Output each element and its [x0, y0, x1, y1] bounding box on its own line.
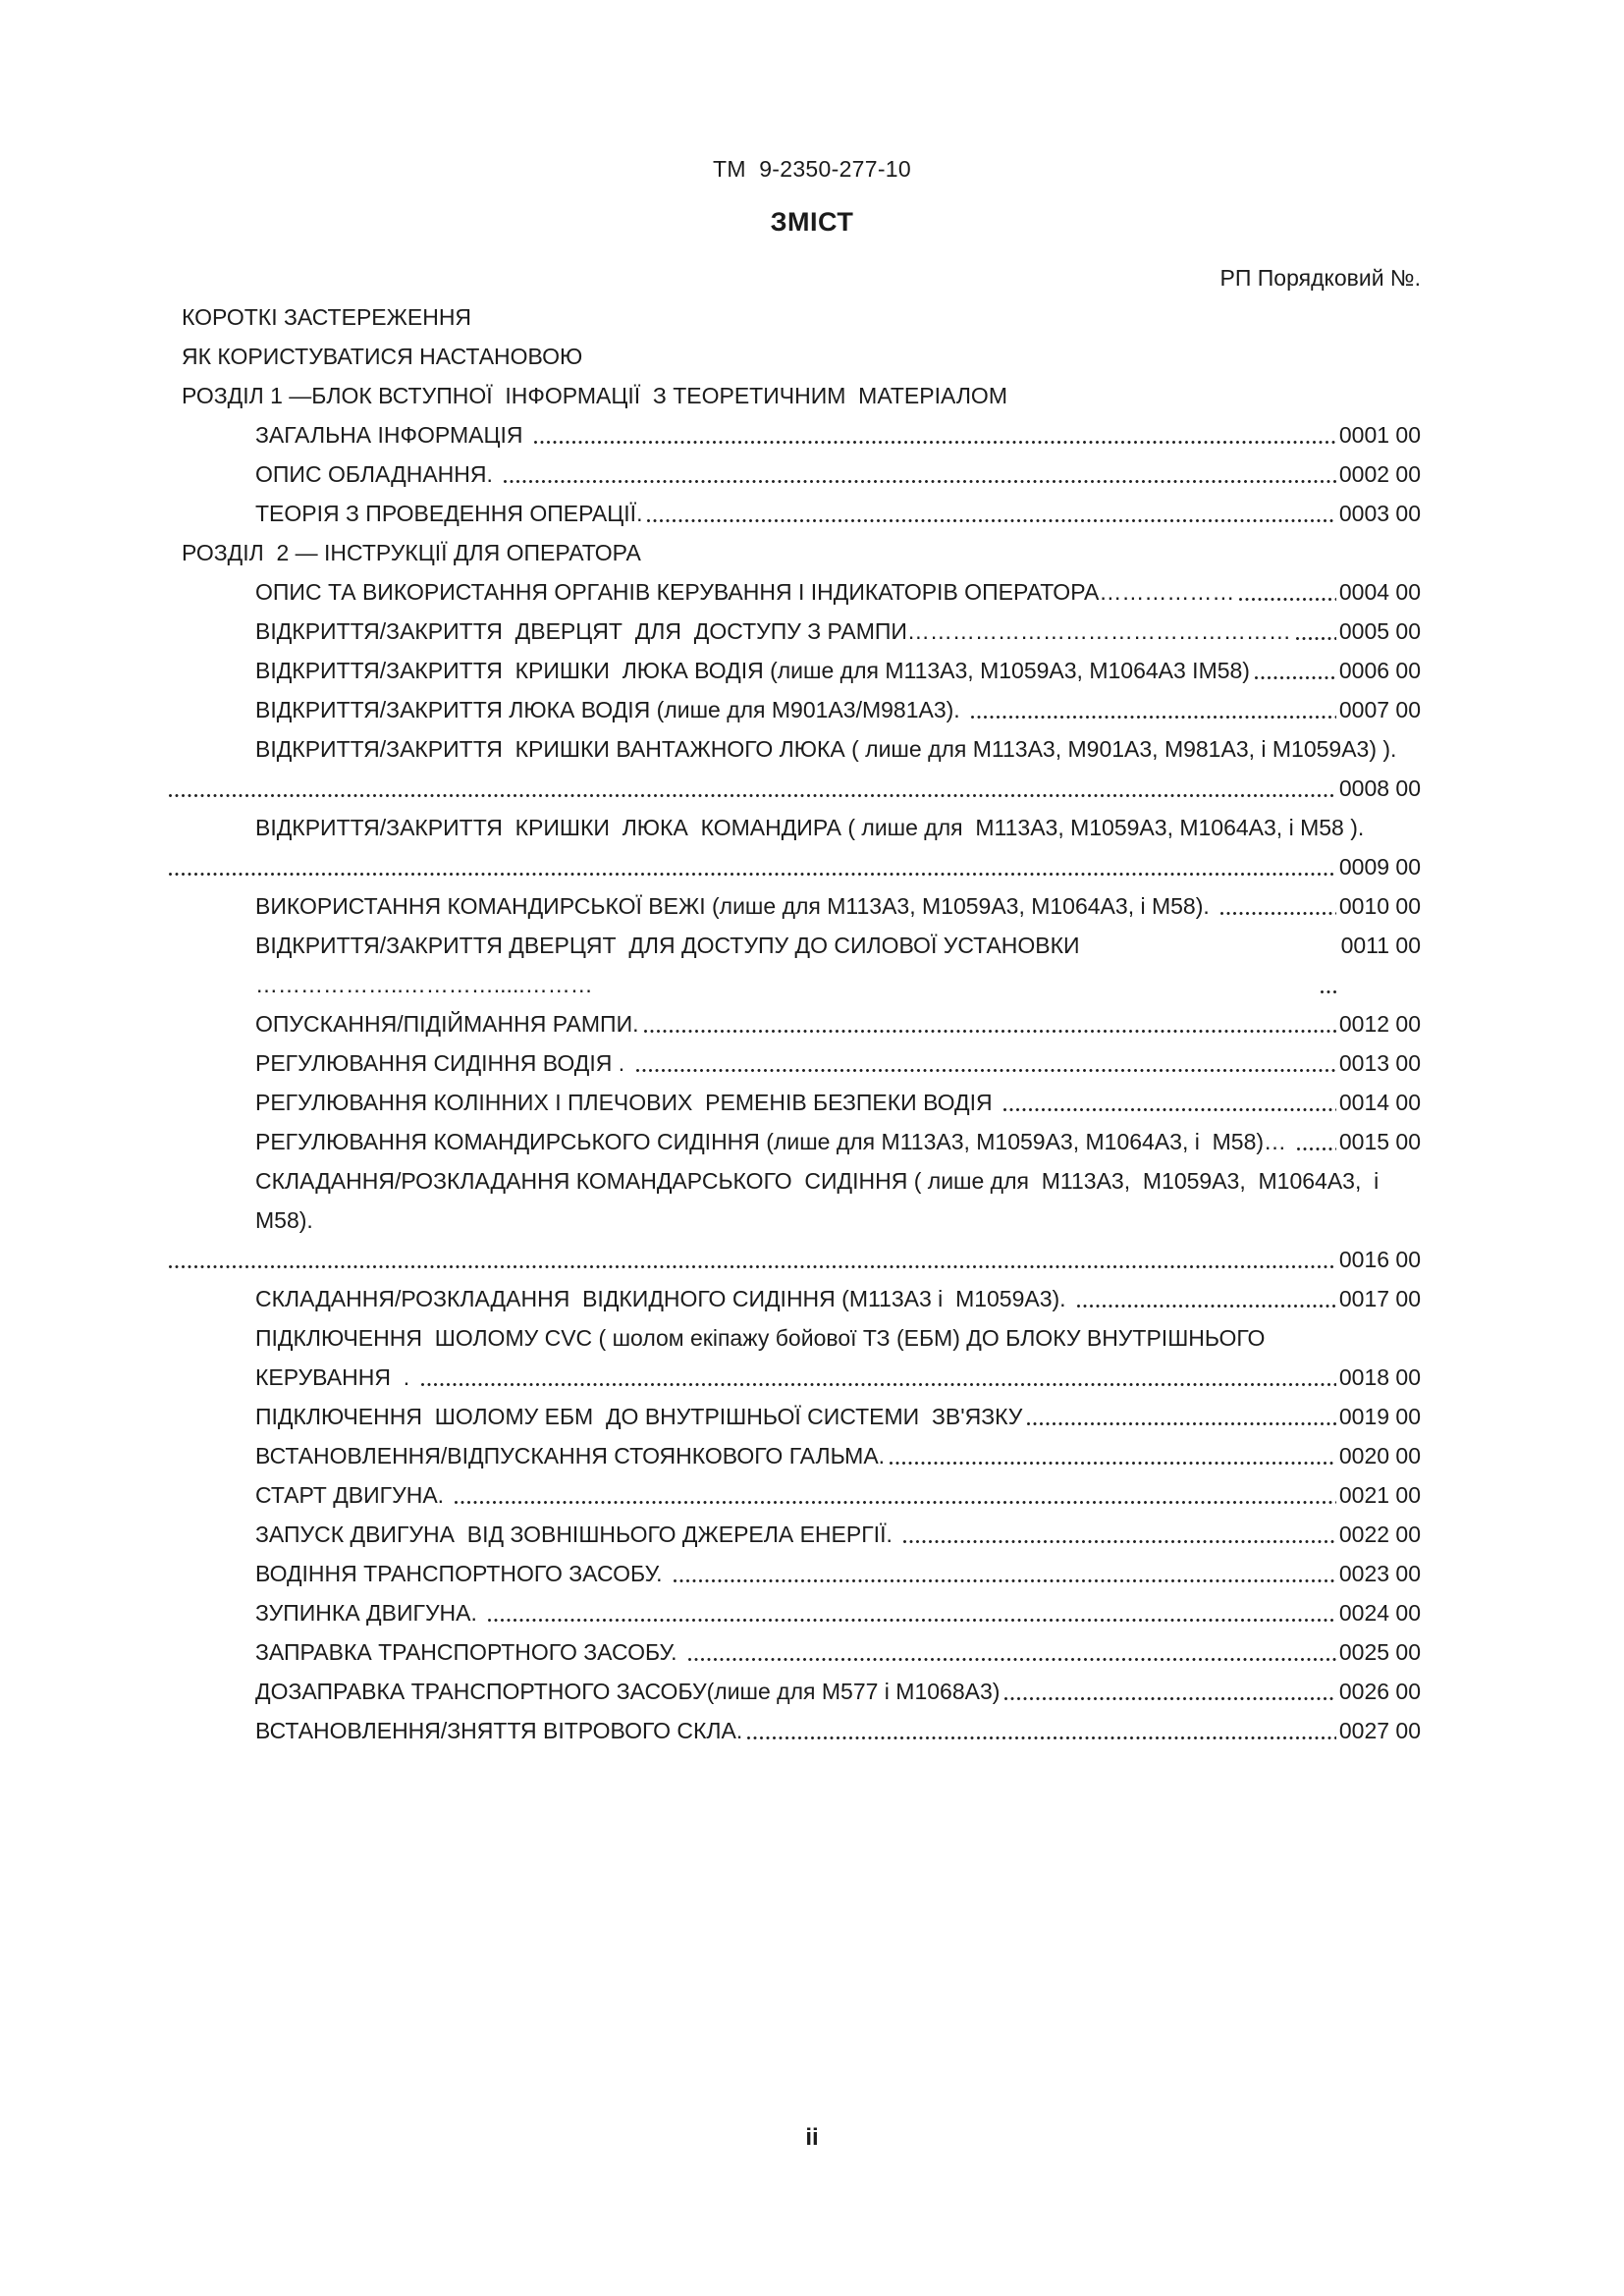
dot-leader	[647, 519, 1335, 522]
dot-leader	[636, 1069, 1336, 1072]
toc-section-heading	[182, 337, 1421, 376]
toc-entry-page: 0002 00	[1338, 461, 1421, 487]
toc-entry-continuation	[164, 1240, 1421, 1279]
dot-leader	[534, 441, 1336, 444]
dot-leader	[903, 1540, 1336, 1543]
dot-leader	[169, 873, 1336, 876]
toc-entry-title: РЕГУЛЮВАННЯ СИДІННЯ ВОДІЯ .	[255, 1050, 631, 1076]
toc-entry-page: 0016 00	[1338, 1247, 1421, 1272]
dot-leader	[971, 716, 1336, 719]
toc-entry	[255, 1593, 1421, 1632]
toc-entry-page: 0015 00	[1338, 1129, 1421, 1154]
toc-entry-page: 0003 00	[1338, 501, 1421, 526]
toc-entry-title: ЗАГАЛЬНА ІНФОРМАЦІЯ	[255, 422, 529, 448]
toc-entry-continuation	[255, 1358, 1421, 1397]
toc-entry-title: ВІДКРИТТЯ/ЗАКРИТТЯ ЛЮКА ВОДІЯ (лише для М901А3/М981А3).	[255, 697, 967, 722]
toc-entry-page: 0018 00	[1338, 1364, 1421, 1390]
toc-entry-title: ВИКОРИСТАННЯ КОМАНДИРСЬКОЇ ВЕЖІ (лише для М113А3, М1059А3, М1064А3, і М58).	[255, 893, 1217, 919]
toc-entry-title: ВІДКРИТТЯ/ЗАКРИТТЯ КРИШКИ ЛЮКА ВОДІЯ (лише для М113А3, М1059А3, М1064А3 ІМ58)	[255, 658, 1250, 683]
toc-entry	[255, 1711, 1421, 1750]
dot-leader	[1027, 1422, 1335, 1425]
toc-entry-title: ВСТАНОВЛЕННЯ/ЗНЯТТЯ ВІТРОВОГО СКЛА.	[255, 1718, 743, 1743]
toc-entry-title: СКЛАДАННЯ/РОЗКЛАДАННЯ КОМАНДАРСЬКОГО СИДІННЯ ( лише для М113А3, М1059А3, М1064А3, і М58).	[255, 1168, 1385, 1233]
toc-entry-page: 0025 00	[1338, 1639, 1421, 1665]
dot-leader	[1255, 676, 1336, 679]
toc-entry-page: 0023 00	[1338, 1561, 1421, 1586]
dot-leader	[1297, 1148, 1335, 1150]
toc-entry-title: ВСТАНОВЛЕННЯ/ВІДПУСКАННЯ СТОЯНКОВОГО ГАЛЬМА.	[255, 1443, 886, 1468]
toc-entry-page: 0013 00	[1338, 1050, 1421, 1076]
footer-page-number: ii	[805, 2124, 819, 2151]
toc-entry-page: 0001 00	[1338, 422, 1421, 448]
toc-entry	[255, 612, 1421, 651]
dot-leader	[421, 1383, 1336, 1386]
toc-entry-page: 0008 00	[1338, 775, 1421, 801]
toc-entry-title: ПІДКЛЮЧЕННЯ ШОЛОМУ ЕБМ ДО ВНУТРІШНЬОЇ СИСТЕМИ ЗВ'ЯЗКУ	[255, 1404, 1023, 1429]
toc-entry	[255, 1632, 1421, 1672]
toc-entry	[255, 651, 1421, 690]
toc-entry-title: ЯК КОРИСТУВАТИСЯ НАСТАНОВОЮ	[182, 344, 583, 369]
toc-entry	[255, 729, 1421, 769]
toc-entry	[255, 1515, 1421, 1554]
toc-entry-title: ОПИС ТА ВИКОРИСТАННЯ ОРГАНІВ КЕРУВАННЯ І ІНДИКАТОРІВ ОПЕРАТОРА………………	[255, 579, 1235, 605]
toc-entry-title: ПІДКЛЮЧЕННЯ ШОЛОМУ CVC ( шолом екіпажу бойової ТЗ (ЕБМ) ДО БЛОКУ ВНУТРІШНЬОГО	[255, 1325, 1266, 1351]
toc-entry-title: ВІДКРИТТЯ/ЗАКРИТТЯ ДВЕРЦЯТ ДЛЯ ДОСТУПУ З РАМПИ……………………………………………	[255, 618, 1291, 644]
toc-entry-title: ДОЗАПРАВКА ТРАНСПОРТНОГО ЗАСОБУ(лише для М577 і М1068А3)	[255, 1679, 1001, 1704]
dot-leader	[1321, 990, 1338, 993]
toc-entry-title: ВІДКРИТТЯ/ЗАКРИТТЯ ДВЕРЦЯТ ДЛЯ ДОСТУПУ ДО СИЛОВОЇ УСТАНОВКИ ………………..………….....………	[255, 933, 1086, 997]
toc-entry	[255, 1475, 1421, 1515]
toc-entry	[255, 1083, 1421, 1122]
toc-entry-page: 0009 00	[1338, 854, 1421, 880]
dot-leader	[1220, 912, 1336, 915]
dot-leader	[890, 1462, 1336, 1465]
toc-entry	[255, 1004, 1421, 1043]
toc-entry-page: 0011 00	[1340, 933, 1421, 958]
toc-entry-title: РОЗДІЛ 2 — ІНСТРУКЦІЇ ДЛЯ ОПЕРАТОРА	[182, 540, 641, 565]
toc-entry	[255, 808, 1421, 847]
toc-entry-page: 0026 00	[1338, 1679, 1421, 1704]
toc-entry	[255, 1318, 1421, 1358]
toc-entry-page: 0027 00	[1338, 1718, 1421, 1743]
toc-list	[164, 297, 1421, 1750]
toc-entry-title: РЕГУЛЮВАННЯ КОЛІННИХ І ПЛЕЧОВИХ РЕМЕНІВ БЕЗПЕКИ ВОДІЯ	[255, 1090, 1000, 1115]
toc-entry-title: ВІДКРИТТЯ/ЗАКРИТТЯ КРИШКИ ЛЮКА КОМАНДИРА ( лише для М113А3, М1059А3, М1064А3, і М58 ).	[255, 815, 1365, 840]
toc-section-heading	[182, 376, 1421, 415]
dot-leader	[169, 1265, 1336, 1268]
toc-entry-title: ВІДКРИТТЯ/ЗАКРИТТЯ КРИШКИ ВАНТАЖНОГО ЛЮКА ( лише для М113А3, М901А3, М981А3, і М1059А3) ).	[255, 736, 1397, 762]
rp-order-number-label: РП Порядковий №.	[1219, 265, 1421, 291]
dot-leader	[1296, 637, 1336, 640]
dot-leader	[504, 480, 1336, 483]
toc-entry	[255, 1279, 1421, 1318]
toc-entry-page: 0006 00	[1338, 658, 1421, 683]
toc-entry-page: 0004 00	[1338, 579, 1421, 605]
toc-entry	[255, 1436, 1421, 1475]
toc-entry	[255, 926, 1421, 1004]
toc-entry	[255, 886, 1421, 926]
toc-entry-title: ТЕОРІЯ З ПРОВЕДЕННЯ ОПЕРАЦІЇ.	[255, 501, 643, 526]
toc-entry-title: ЗАПРАВКА ТРАНСПОРТНОГО ЗАСОБУ.	[255, 1639, 683, 1665]
dot-leader	[1004, 1697, 1335, 1700]
toc-entry-title: ЗАПУСК ДВИГУНА ВІД ЗОВНІШНЬОГО ДЖЕРЕЛА ЕНЕРГІЇ.	[255, 1522, 899, 1547]
toc-entry	[255, 415, 1421, 454]
toc-entry-title: ЗУПИНКА ДВИГУНА.	[255, 1600, 484, 1626]
toc-entry-page: 0024 00	[1338, 1600, 1421, 1626]
toc-entry-title: РОЗДІЛ 1 —БЛОК ВСТУПНОЇ ІНФОРМАЦІЇ З ТЕОРЕТИЧНИМ МАТЕРІАЛОМ	[182, 383, 1007, 408]
dot-leader	[747, 1736, 1336, 1739]
toc-entry-page: 0007 00	[1338, 697, 1421, 722]
toc-entry-title: КЕРУВАННЯ .	[255, 1364, 416, 1390]
toc-entry	[255, 1122, 1421, 1161]
toc-entry	[255, 1397, 1421, 1436]
toc-entry	[255, 454, 1421, 494]
toc-section-heading	[182, 297, 1421, 337]
toc-entry	[255, 690, 1421, 729]
dot-leader	[644, 1030, 1336, 1033]
toc-entry-title: ВОДІННЯ ТРАНСПОРТНОГО ЗАСОБУ.	[255, 1561, 669, 1586]
toc-entry-title: СКЛАДАННЯ/РОЗКЛАДАННЯ ВІДКИДНОГО СИДІННЯ (М113А3 і М1059А3).	[255, 1286, 1072, 1311]
toc-entry-title: РЕГУЛЮВАННЯ КОМАНДИРСЬКОГО СИДІННЯ (лише для М113А3, М1059А3, М1064А3, і М58)…	[255, 1129, 1293, 1154]
toc-entry-title: СТАРТ ДВИГУНА.	[255, 1482, 451, 1508]
dot-leader	[455, 1501, 1335, 1504]
toc-entry-page: 0005 00	[1338, 618, 1421, 644]
toc-entry-page: 0010 00	[1338, 893, 1421, 919]
toc-entry-page: 0014 00	[1338, 1090, 1421, 1115]
dot-leader	[688, 1658, 1336, 1661]
toc-entry-continuation	[164, 847, 1421, 886]
toc-entry-title: ОПИС ОБЛАДНАННЯ.	[255, 461, 500, 487]
toc-entry	[255, 1161, 1421, 1240]
toc-entry-page: 0020 00	[1338, 1443, 1421, 1468]
page-title: ЗМІСТ	[770, 207, 854, 237]
toc-entry-continuation	[164, 769, 1421, 808]
dot-leader	[1239, 598, 1336, 601]
toc-entry-page: 0012 00	[1338, 1011, 1421, 1037]
dot-leader	[1003, 1108, 1336, 1111]
toc-entry	[255, 1672, 1421, 1711]
toc-section-heading	[182, 533, 1421, 572]
dot-leader	[488, 1619, 1336, 1622]
toc-entry-page: 0021 00	[1338, 1482, 1421, 1508]
toc-entry-title: КОРОТКІ ЗАСТЕРЕЖЕННЯ	[182, 304, 472, 330]
toc-entry-title: ОПУСКАННЯ/ПІДІЙМАННЯ РАМПИ.	[255, 1011, 639, 1037]
toc-entry	[255, 572, 1421, 612]
dot-leader	[1077, 1305, 1336, 1308]
document-number: ТМ 9-2350-277-10	[713, 156, 911, 182]
toc-entry-page: 0017 00	[1338, 1286, 1421, 1311]
toc-entry	[255, 494, 1421, 533]
dot-leader	[169, 794, 1336, 797]
toc-entry	[255, 1043, 1421, 1083]
dot-leader	[674, 1579, 1336, 1582]
toc-entry	[255, 1554, 1421, 1593]
toc-entry-page: 0022 00	[1338, 1522, 1421, 1547]
toc-entry-page: 0019 00	[1338, 1404, 1421, 1429]
